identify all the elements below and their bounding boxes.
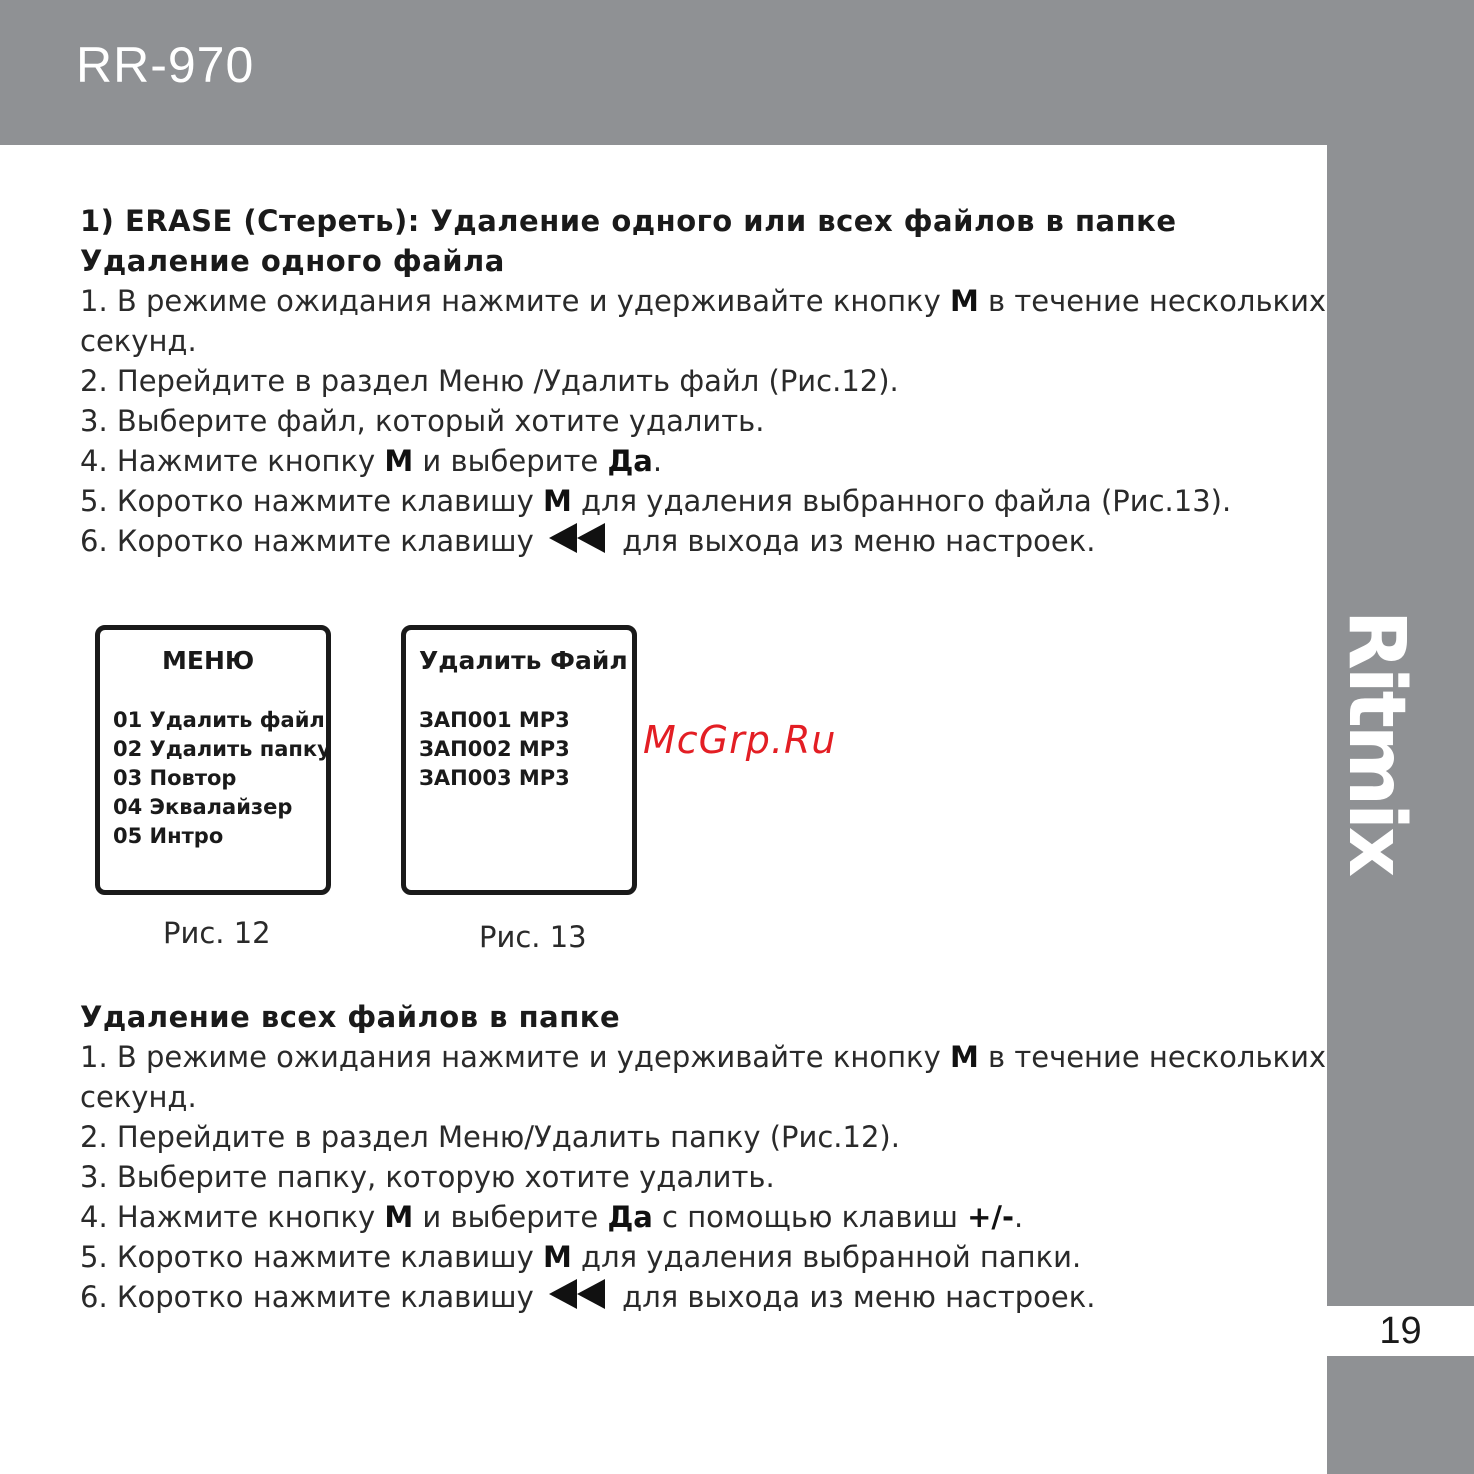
step-line: 3. Выберите файл, который хотите удалить. — [80, 404, 765, 438]
step-line: 5. Коротко нажмите клавишу M для удаления выбранного файла (Рис.13). — [80, 484, 1232, 518]
section-title: 1) ERASE (Стереть): Удаление одного или всех файлов в папке — [80, 204, 1177, 238]
step-line: 6. Коротко нажмите клавишу для выхода из меню настроек. — [80, 521, 1300, 563]
step-line: 6. Коротко нажмите клавишу для выхода из меню настроек. — [80, 1277, 1300, 1319]
menu-screen — [95, 625, 331, 895]
step-line: секунд. — [80, 324, 197, 358]
rewind-icon — [549, 1279, 607, 1319]
menu-list — [113, 706, 331, 851]
delete-file-screen — [401, 625, 637, 895]
figure-caption: Рис. 12 — [163, 916, 271, 950]
step-line: 1. В режиме ожидания нажмите и удерживайте кнопку M в течение нескольких — [80, 1040, 1327, 1074]
figure-caption: Рис. 13 — [479, 920, 587, 954]
file-item: ЗАП003 MP3 — [419, 766, 570, 790]
watermark: McGrp.Ru — [643, 718, 837, 762]
step-line: 1. В режиме ожидания нажмите и удерживайте кнопку M в течение нескольких — [80, 284, 1327, 318]
step-line: 5. Коротко нажмите клавишу M для удаления выбранной папки. — [80, 1240, 1082, 1274]
model-name: RR-970 — [76, 37, 255, 93]
screen-title: МЕНЮ — [162, 646, 255, 675]
file-item: ЗАП002 MP3 — [419, 737, 570, 761]
menu-item: 04 Эквалайзер — [113, 795, 293, 819]
menu-item: 03 Повтор — [113, 766, 237, 790]
file-item: ЗАП001 MP3 — [419, 708, 570, 732]
step-line: 4. Нажмите кнопку M и выберите Да. — [80, 444, 663, 478]
section-subtitle: Удаление всех файлов в папке — [80, 1000, 621, 1034]
section-erase-folder — [80, 997, 1327, 1319]
rewind-icon — [549, 523, 607, 563]
step-line: секунд. — [80, 1080, 197, 1114]
page-number: 19 — [1327, 1306, 1474, 1356]
step-line: 2. Перейдите в раздел Меню/Удалить папку (Рис.12). — [80, 1120, 900, 1154]
section-subtitle: Удаление одного файла — [80, 244, 505, 278]
step-line: 2. Перейдите в раздел Меню /Удалить файл (Рис.12). — [80, 364, 899, 398]
menu-item: 05 Интро — [113, 824, 224, 848]
menu-item: 01 Удалить файл — [113, 708, 325, 732]
step-line: 4. Нажмите кнопку M и выберите Да с помощью клавиш +/-. — [80, 1200, 1024, 1234]
file-list — [419, 706, 570, 793]
brand-logo: Ritmix — [1331, 609, 1421, 875]
screen-title: Удалить Файл — [419, 646, 628, 675]
step-line: 3. Выберите папку, которую хотите удалить. — [80, 1160, 775, 1194]
menu-item: 02 Удалить папку — [113, 737, 331, 761]
section-erase-single — [80, 201, 1327, 563]
